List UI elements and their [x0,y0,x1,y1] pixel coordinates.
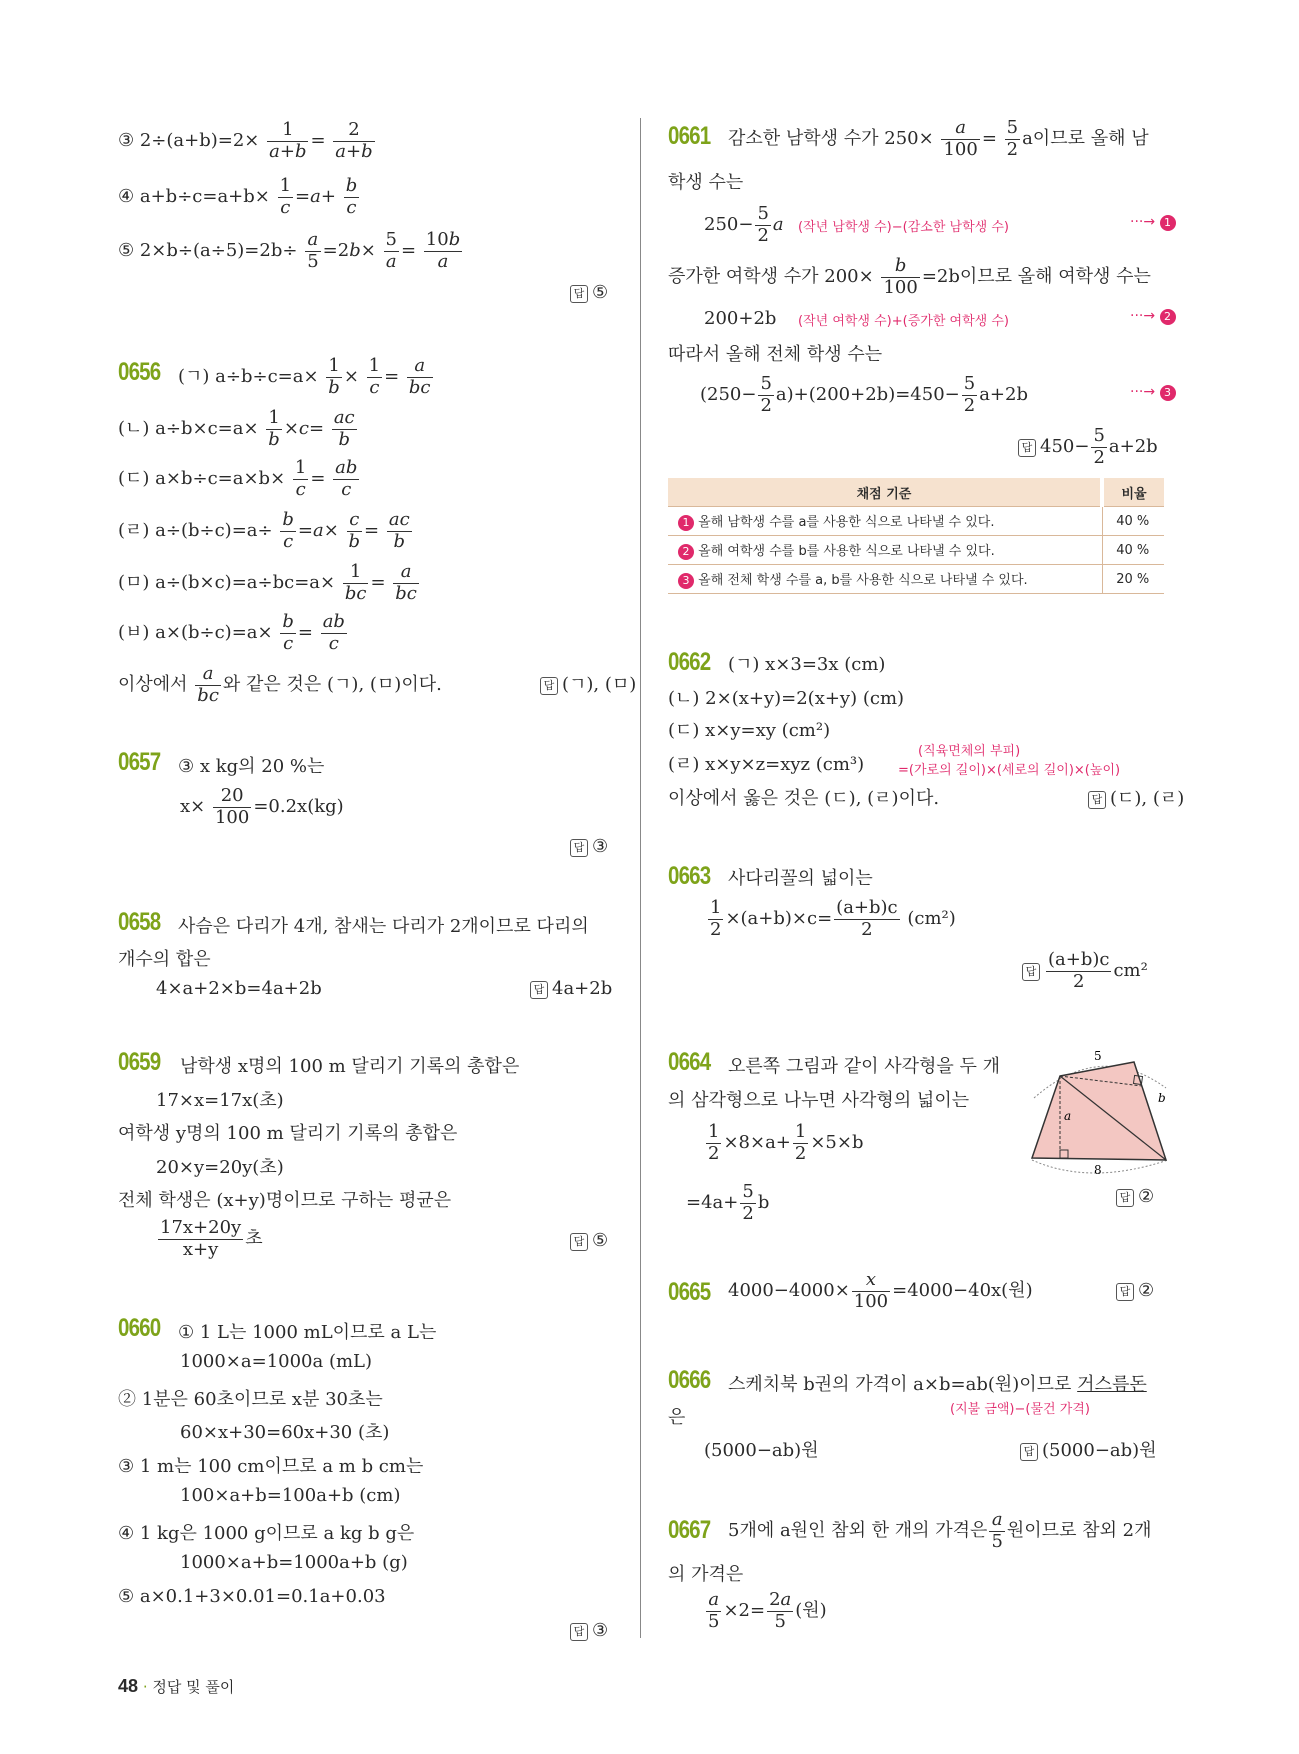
p0666-line1: 스케치북 b권의 가격이 a×b=ab(원)이므로 거스름돈 [728,1374,1147,1395]
p0661-note1: (작년 남학생 수)−(감소한 남학생 수) [798,220,1009,235]
problem-number: 0658 [118,908,161,936]
p0667-expr: $\frac{a}{5}$ ×2= $\frac{2a}{5}$ (원) [708,1589,827,1632]
answer-icon: 답 [570,285,588,303]
table-row: 1 올해 남학생 수를 a를 사용한 식으로 나타낼 수 있다. 40 % [668,507,1164,536]
page-number: 48 [118,1676,139,1696]
p0657-line1: ③ x kg의 20 %는 [178,756,325,777]
p0655-answer: 답 ⑤ [570,282,608,303]
answer-icon: 답 [540,677,558,695]
label-a: a [1064,1109,1072,1123]
p0662-note-b: =(가로의 길이)×(세로의 길이)×(높이) [898,763,1121,778]
p0665-expr: 4000−4000× $\frac{x}{100}$ =4000−40x(원) [728,1269,1033,1312]
p0666-note: (지불 금액)−(물건 가격) [950,1402,1090,1417]
p0655-line3: ③ 2÷(a+b)=2× $\frac{1}{a+b}$ = $\frac{2}{a+b}$ [118,119,373,162]
p0664-answer: 답 ② [1116,1186,1154,1207]
p0656-line1: (ㄱ) a÷b÷c=a× $\frac{1}{b}$ × $\frac{1}{c}$ = $\frac{a}{bc}$ [178,355,431,398]
p0667-line2: 의 가격은 [668,1564,744,1585]
problem-number: 0665 [668,1278,711,1306]
quadrilateral-shape [1032,1062,1166,1160]
p0658-line2: 개수의 합은 [118,949,211,970]
step-marker-3: ···→ 3 [1130,384,1176,401]
p0659-fraction: $\frac{17x+20y}{x+y}$ 초 [160,1217,263,1260]
p0656-line6: (ㅂ) a×(b÷c)=a× $\frac{b}{c}$ = $\frac{ab}{c}$ [118,611,345,654]
p0661-expr1: 250− $\frac{5}{2}$ a [704,203,784,246]
p0664-line1: 오른쪽 그림과 같이 사각형을 두 개 [728,1056,1001,1077]
problem-number: 0666 [668,1366,711,1394]
p0658-answer: 답 4a+2b [530,978,612,999]
p0656-conclusion: 이상에서 $\frac{a}{bc}$ 와 같은 것은 (ㄱ), (ㅁ)이다. [118,663,442,706]
p0661-answer: 답 450− $\frac{5}{2}$ a+2b [1018,426,1158,468]
p0661-line3: 증가한 여학생 수가 200× $\frac{b}{100}$ =2b이므로 올해 여학생 수는 [668,255,1151,298]
p0663-line1: 사다리꼴의 넓이는 [728,868,873,889]
p0656-line3: (ㄷ) a×b÷c=a×b× $\frac{1}{c}$ = $\frac{ab}{c}$ [118,457,358,500]
p0660-line6: 100×a+b=100a+b (cm) [180,1485,401,1506]
problem-number: 0657 [118,748,161,776]
table-row: 3 올해 전체 학생 수를 a, b를 사용한 식으로 나타낼 수 있다. 20 % [668,565,1164,594]
p0660-line8: 1000×a+b=1000a+b (g) [180,1552,408,1573]
answer-icon: 답 [1116,1189,1134,1207]
p0658-line3: 4×a+2×b=4a+2b [156,978,322,999]
p0662-line5: 이상에서 옳은 것은 (ㄷ), (ㄹ)이다. [668,788,940,809]
problem-number: 0663 [668,862,711,890]
p0666-answer: 답 (5000−ab)원 [1020,1436,1157,1462]
p0662-line4: (ㄹ) x×y×z=xyz (cm³) [668,754,865,775]
p0660-line5: ③ 1 m는 100 cm이므로 a m b cm는 [118,1456,424,1477]
p0666-expr: (5000−ab)원 [704,1440,819,1461]
p0659-line5: 전체 학생은 (x+y)명이므로 구하는 평균은 [118,1190,452,1211]
p0660-line7: ④ 1 kg은 1000 g이므로 a kg b g은 [118,1523,415,1544]
grading-header-criteria: 채점 기준 [668,478,1102,507]
p0661-expr2: 200+2b [704,308,777,329]
answer-icon: 답 [1116,1283,1134,1301]
p0662-line1: (ㄱ) x×3=3x (cm) [728,654,886,675]
answer-icon: 답 [530,981,548,999]
p0655-line4: ④ a+b÷c=a+b× $\frac{1}{c}$ =a+ $\frac{b}{c}$ [118,175,358,218]
answer-icon: 답 [570,1233,588,1251]
p0664-line2: 의 삼각형으로 나누면 사각형의 넓이는 [668,1090,970,1111]
p0656-line2: (ㄴ) a÷b×c=a× $\frac{1}{b}$ ×c= $\frac{ac}{b}$ [118,407,355,450]
step-marker-1: ···→ 1 [1130,214,1176,231]
p0660-answer: 답 ③ [570,1620,608,1641]
p0662-line2: (ㄴ) 2×(x+y)=2(x+y) (cm) [668,688,905,709]
p0662-line3: (ㄷ) x×y=xy (cm²) [668,720,831,741]
p0658-line1: 사슴은 다리가 4개, 참새는 다리가 2개이므로 다리의 [178,916,589,937]
answer-icon: 답 [1022,963,1040,981]
p0655-item-3: ③ 2÷(a+b)=2× [118,130,260,152]
p0665-answer: 답 ② [1116,1280,1154,1301]
label-b: b [1158,1091,1166,1105]
problem-number: 0659 [118,1048,161,1076]
p0661-note2: (작년 여학생 수)+(증가한 여학생 수) [798,314,1009,329]
p0657-answer: 답 ③ [570,836,608,857]
grading-header-ratio: 비율 [1102,478,1164,507]
p0656-answer: 답 (ㄱ), (ㅁ) [540,670,636,696]
p0661-line2: 학생 수는 [668,172,744,193]
p0659-line4: 20×y=20y(초) [156,1157,284,1178]
p0660-line4: 60×x+30=60x+30 (초) [180,1422,390,1443]
p0660-line9: ⑤ a×0.1+3×0.01=0.1a+0.03 [118,1586,386,1607]
problem-number: 0660 [118,1314,161,1342]
problem-number: 0662 [668,648,711,676]
p0667-line1: 5개에 a원인 참외 한 개의 가격은 $\frac{a}{5}$ 원이므로 참외 2개 [728,1509,1152,1552]
p0661-line1: 감소한 남학생 수가 250× $\frac{a}{100}$ = $\frac{5}{2}$ a이므로 올해 남 [728,117,1149,160]
p0659-line3: 여학생 y명의 100 m 달리기 기록의 총합은 [118,1123,458,1144]
problem-number: 0661 [668,122,711,150]
label-8: 8 [1094,1163,1102,1174]
table-row: 2 올해 여학생 수를 b를 사용한 식으로 나타낼 수 있다. 40 % [668,536,1164,565]
answer-icon: 답 [1020,1443,1038,1461]
p0661-line4: 따라서 올해 전체 학생 수는 [668,344,883,365]
p0656-line5: (ㅁ) a÷(b×c)=a÷bc=a× $\frac{1}{bc}$ = $\frac{a}{bc}$ [118,561,417,604]
problem-number: 0656 [118,358,161,386]
label-5: 5 [1094,1050,1102,1063]
footer-title: 정답 및 풀이 [152,1678,235,1696]
grading-table [668,478,1164,594]
p0659-line1: 남학생 x명의 100 m 달리기 기록의 총합은 [180,1056,520,1077]
column-divider [640,118,641,1638]
problem-number: 0667 [668,1516,711,1544]
quadrilateral-figure [1030,1050,1170,1174]
p0655-line5: ⑤ 2×b÷(a÷5)=2b÷ $\frac{a}{5}$ =2b× $\frac{5}{a}$ = $\frac{10b}{a}$ [118,229,461,272]
page-footer: 48 · 정답 및 풀이 [118,1676,235,1696]
p0655-item-4: ④ a+b÷c=a+b× [118,186,270,208]
p0663-answer: 답 $\frac{(a+b)c}{2}$ cm² [1022,950,1148,992]
p0660-line1: ① 1 L는 1000 mL이므로 a L는 [178,1322,437,1343]
p0660-line3: ② 1분은 60초이므로 x분 30초는 [118,1389,383,1410]
p0661-expr3: (250− $\frac{5}{2}$ a)+(200+2b)=450− $\frac{5}{2}$ a+2b [700,373,1028,416]
p0664-expr2: =4a+ $\frac{5}{2}$ b [686,1181,770,1224]
p0662-answer: 답 (ㄷ), (ㄹ) [1088,784,1184,810]
p0664-expr1: $\frac{1}{2}$ ×8×a+ $\frac{1}{2}$ ×5×b [708,1121,864,1164]
answer-icon: 답 [1018,439,1036,457]
p0666-line2: 은 [668,1407,686,1428]
p0656-line4: (ㄹ) a÷(b÷c)=a÷ $\frac{b}{c}$ =a× $\frac{c}{b}$ = $\frac{ac}{b}$ [118,509,410,552]
problem-number: 0664 [668,1048,711,1076]
p0663-expr: $\frac{1}{2}$ ×(a+b)×c= $\frac{(a+b)c}{2}$ (cm²) [710,897,956,940]
p0659-line2: 17×x=17x(초) [156,1090,284,1111]
answer-icon: 답 [1088,791,1106,809]
p0662-note-a: (직육면체의 부피) [918,744,1021,759]
p0657-line2: x× $\frac{20}{100}$ =0.2x(kg) [180,785,344,828]
p0655-item-5: ⑤ 2×b÷(a÷5)=2b÷ [118,240,298,262]
answer-icon: 답 [570,1623,588,1641]
step-marker-2: ···→ 2 [1130,308,1176,325]
p0659-answer: 답 ⑤ [570,1230,608,1251]
answer-icon: 답 [570,839,588,857]
p0660-line2: 1000×a=1000a (mL) [180,1351,373,1372]
